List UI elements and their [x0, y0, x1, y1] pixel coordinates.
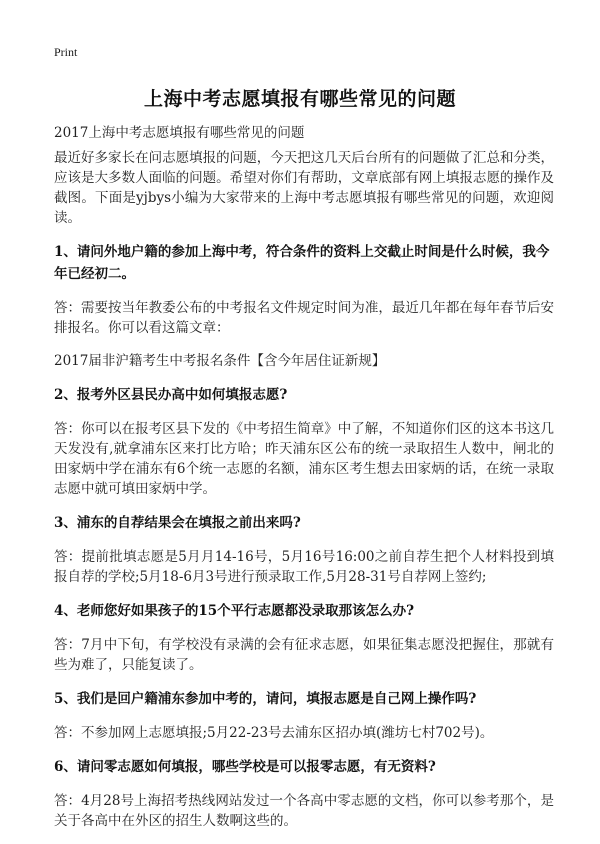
question-heading: 4、老师您好如果孩子的15个平行志愿都没录取那该怎么办?: [54, 603, 415, 619]
intro-paragraph: 最近好多家长在问志愿填报的问题，今天把这几天后台所有的问题做了汇总和分类，应该是大多数人面临的问题。希望对你们有帮助，文章底部有网上填报志愿的操作及截图。下面是yjbys小编为大家带来的上海中考志愿填报有哪些常见的问题，欢迎阅读。: [54, 150, 554, 226]
answer-paragraph: 答：需要按当年教委公布的中考报名文件规定时间为准，最近几年都在每年春节后安排报名。你可以看这篇文章：: [54, 300, 554, 336]
question-heading: 6、请问零志愿如何填报，哪些学校是可以报零志愿，有无资料?: [54, 759, 436, 775]
article-body: [54, 148, 554, 844]
answer-paragraph: 答：不参加网上志愿填报;5月22-23号去浦东区招办填(潍坊七村702号)。: [54, 725, 494, 741]
page-title: 上海中考志愿填报有哪些常见的问题: [143, 88, 456, 110]
question-heading: 5、我们是回户籍浦东参加中考的，请问，填报志愿是自己网上操作吗?: [54, 691, 477, 707]
print-link[interactable]: Print: [54, 45, 78, 59]
article-subtitle: 2017上海中考志愿填报有哪些常见的问题: [54, 125, 305, 141]
answer-paragraph: 答：你可以在报考区县下发的《中考招生简章》中了解，不知道你们区的这本书这几天发没有,就拿浦东区来打比方哈；昨天浦东区公布的统一录取招生人数中，闸北的田家炳中学在浦东有6个统一志愿的名额，浦东区考生想去田家炳的话，在统一录取志愿中就可填田家炳中学。: [54, 421, 554, 497]
question-heading: 1、请问外地户籍的参加上海中考，符合条件的资料上交截止时间是什么时候，我今年已经初二。: [54, 244, 550, 282]
answer-paragraph: 答：4月28号上海招考热线网站发过一个各高中零志愿的文档，你可以参考那个，是关于各高中在外区的招生人数啊这些的。: [54, 793, 554, 829]
question-heading: 2、报考外区县民办高中如何填报志愿?: [54, 387, 288, 403]
related-article-link[interactable]: 2017届非沪籍考生中考报名条件【含今年居住证新规】: [54, 353, 386, 369]
answer-paragraph: 答：提前批填志愿是5月月14-16号，5月16号16:00之前自荐生把个人材料投到填报自荐的学校;5月18-6月3号进行预录取工作,5月28-31号自荐网上签约;: [54, 549, 554, 585]
question-heading: 3、浦东的自荐结果会在填报之前出来吗?: [54, 515, 301, 531]
answer-paragraph: 答：7月中下旬，有学校没有录满的会有征求志愿，如果征集志愿没把握住，那就有些为难了，只能复读了。: [54, 637, 554, 673]
